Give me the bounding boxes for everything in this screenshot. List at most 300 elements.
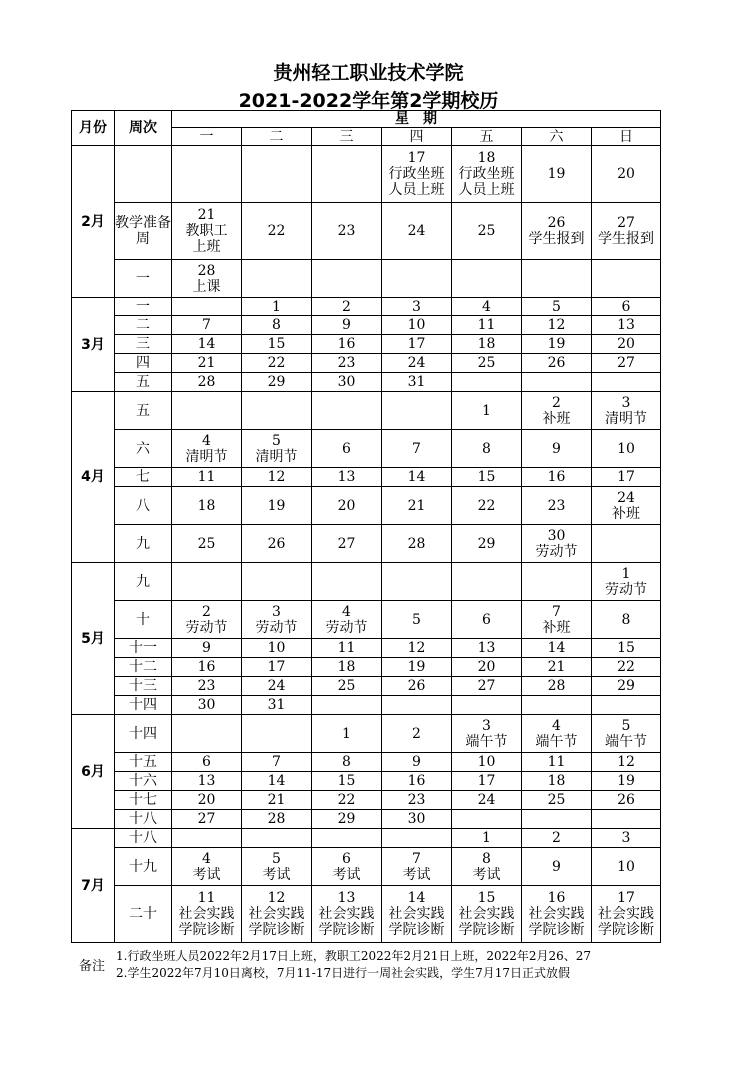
day-cell <box>382 487 452 525</box>
remark-line-1: 1.行政坐班人员2022年2月17日上班，教职工2022年2月21日上班，2022年2月26、27 <box>116 949 592 963</box>
day-number: 20 <box>337 497 356 514</box>
day-cell <box>382 829 452 848</box>
day-number: 17 <box>477 773 496 789</box>
day-number: 14 <box>407 469 426 485</box>
day-number: 27 <box>477 678 496 694</box>
week-number: 十八 <box>115 810 172 829</box>
day-number: 27 <box>617 355 635 371</box>
week-row <box>72 791 661 810</box>
day-cell <box>312 335 382 354</box>
day-cell <box>242 298 312 316</box>
day-cell <box>242 203 312 260</box>
day-cell <box>592 468 661 487</box>
week-number: 八 <box>115 487 172 525</box>
day-note: 清明节 <box>255 448 298 465</box>
day-number: 17 <box>407 150 426 166</box>
day-cell <box>452 430 522 468</box>
day-cell <box>452 715 522 753</box>
day-cell <box>172 316 242 335</box>
day-number: 11 <box>197 890 216 906</box>
day-number: 23 <box>337 355 356 371</box>
day-cell <box>172 430 242 468</box>
week-row <box>72 563 661 601</box>
day-number: 26 <box>547 215 566 231</box>
day-cell <box>312 487 382 525</box>
day-cell <box>172 525 242 563</box>
weekday-header-sat: 六 <box>522 128 592 146</box>
day-number: 5 <box>552 298 561 315</box>
day-note: 教职工 <box>185 223 228 239</box>
day-number: 21 <box>407 497 426 514</box>
week-number: 九 <box>115 563 172 601</box>
day-cell <box>382 354 452 373</box>
day-number: 8 <box>482 850 491 867</box>
day-cell <box>592 829 661 848</box>
day-cell <box>592 354 661 373</box>
day-cell <box>452 354 522 373</box>
day-cell <box>312 772 382 791</box>
day-note: 社会实践 <box>318 906 375 922</box>
day-number: 2 <box>412 725 421 742</box>
week-number: 一 <box>115 260 172 298</box>
day-cell <box>382 658 452 677</box>
day-cell <box>172 677 242 696</box>
day-number: 12 <box>617 754 635 770</box>
day-note: 学院诊断 <box>458 922 515 938</box>
day-cell <box>242 601 312 639</box>
day-cell <box>592 848 661 886</box>
day-cell <box>312 791 382 810</box>
day-cell <box>242 468 312 487</box>
day-number: 3 <box>412 298 421 315</box>
day-number: 29 <box>337 811 356 827</box>
day-cell <box>242 563 312 601</box>
day-cell <box>382 146 452 203</box>
day-cell <box>592 563 661 601</box>
day-cell <box>522 525 592 563</box>
day-number: 13 <box>197 773 216 789</box>
month-label: 7月 <box>72 829 115 943</box>
day-number: 23 <box>337 223 356 239</box>
day-cell <box>592 639 661 658</box>
day-number: 17 <box>617 890 635 906</box>
day-number: 20 <box>617 166 635 182</box>
day-number: 8 <box>342 754 351 770</box>
day-cell <box>522 354 592 373</box>
day-number: 15 <box>477 890 496 906</box>
week-number: 五 <box>115 373 172 392</box>
day-cell <box>522 601 592 639</box>
day-number: 6 <box>482 611 491 628</box>
day-number: 12 <box>267 890 286 906</box>
day-number: 4 <box>342 603 351 620</box>
day-cell <box>242 373 312 392</box>
day-cell <box>382 696 452 715</box>
day-number: 2 <box>552 394 561 411</box>
day-cell <box>522 829 592 848</box>
day-cell <box>382 601 452 639</box>
day-cell <box>452 658 522 677</box>
day-number: 2 <box>342 298 351 315</box>
day-cell <box>312 829 382 848</box>
day-cell <box>242 260 312 298</box>
day-cell <box>522 810 592 829</box>
calendar-title: 2021-2022学年第2学期校历 <box>238 90 499 112</box>
day-cell <box>312 260 382 298</box>
day-cell <box>452 316 522 335</box>
day-number: 7 <box>412 850 421 867</box>
day-number: 24 <box>407 355 426 371</box>
day-number: 2 <box>552 830 561 846</box>
day-cell <box>382 639 452 658</box>
day-number: 1 <box>272 298 281 315</box>
day-number: 4 <box>202 432 211 449</box>
day-number: 3 <box>621 394 631 411</box>
day-cell <box>312 392 382 430</box>
day-note: 学生报到 <box>598 231 654 247</box>
day-number: 27 <box>197 811 216 827</box>
day-cell <box>522 335 592 354</box>
month-label: 6月 <box>72 715 115 829</box>
day-number: 8 <box>272 317 281 333</box>
day-number: 15 <box>477 469 496 485</box>
week-row <box>72 601 661 639</box>
day-cell <box>592 753 661 772</box>
day-number: 22 <box>337 792 356 808</box>
day-cell <box>172 696 242 715</box>
day-cell <box>522 316 592 335</box>
day-cell <box>522 848 592 886</box>
day-number: 3 <box>272 603 281 620</box>
day-cell <box>452 487 522 525</box>
day-number: 11 <box>197 469 216 485</box>
day-cell <box>312 316 382 335</box>
day-note: 端午节 <box>535 733 578 750</box>
day-cell <box>592 525 661 563</box>
day-note: 清明节 <box>185 448 228 465</box>
day-cell <box>522 886 592 943</box>
day-number: 4 <box>552 717 561 734</box>
day-number: 16 <box>547 469 566 485</box>
day-number: 26 <box>267 535 286 552</box>
week-row <box>72 696 661 715</box>
day-note: 补班 <box>612 505 640 522</box>
week-row <box>72 753 661 772</box>
day-number: 20 <box>477 659 496 675</box>
day-cell <box>382 886 452 943</box>
week-row <box>72 203 661 260</box>
day-number: 14 <box>197 336 216 352</box>
day-cell <box>312 715 382 753</box>
day-cell <box>522 430 592 468</box>
day-cell <box>522 298 592 316</box>
week-number: 七 <box>115 468 172 487</box>
day-cell <box>382 430 452 468</box>
day-number: 14 <box>407 890 426 906</box>
day-cell <box>452 791 522 810</box>
week-number: 十一 <box>115 639 172 658</box>
day-cell <box>242 316 312 335</box>
day-cell <box>592 487 661 525</box>
week-number: 三 <box>115 335 172 354</box>
week-number: 四 <box>115 354 172 373</box>
day-cell <box>382 772 452 791</box>
day-cell <box>172 639 242 658</box>
day-cell <box>452 886 522 943</box>
day-cell <box>382 848 452 886</box>
day-number: 19 <box>547 336 566 352</box>
week-row <box>72 639 661 658</box>
day-number: 6 <box>621 298 631 315</box>
day-cell <box>312 810 382 829</box>
day-number: 19 <box>547 166 566 182</box>
week-row <box>72 715 661 753</box>
week-header: 周次 <box>115 111 172 146</box>
day-cell <box>172 886 242 943</box>
day-note: 学生报到 <box>528 231 585 247</box>
day-number: 21 <box>267 792 286 808</box>
day-cell <box>172 260 242 298</box>
weekday-header-mon: 一 <box>172 128 242 146</box>
day-number: 7 <box>552 603 561 620</box>
day-cell <box>312 525 382 563</box>
day-number: 11 <box>477 317 496 333</box>
day-note: 补班 <box>542 410 571 427</box>
day-cell <box>452 525 522 563</box>
day-number: 30 <box>197 697 216 713</box>
week-row <box>72 392 661 430</box>
day-number: 9 <box>552 440 561 457</box>
day-cell <box>172 601 242 639</box>
day-number: 25 <box>197 535 216 552</box>
day-number: 2 <box>202 603 211 620</box>
day-cell <box>452 677 522 696</box>
day-cell <box>382 525 452 563</box>
day-cell <box>592 601 661 639</box>
day-cell <box>522 203 592 260</box>
day-number: 27 <box>617 215 635 231</box>
week-row <box>72 658 661 677</box>
week-row <box>72 677 661 696</box>
week-number: 二十 <box>115 886 172 943</box>
day-cell <box>452 810 522 829</box>
day-number: 23 <box>197 678 216 694</box>
day-note: 学院诊断 <box>318 922 375 938</box>
day-cell <box>522 146 592 203</box>
day-number: 1 <box>482 402 491 419</box>
day-number: 24 <box>617 489 635 506</box>
day-number: 7 <box>412 440 421 457</box>
day-cell <box>592 146 661 203</box>
day-number: 18 <box>477 150 496 166</box>
day-cell <box>452 146 522 203</box>
day-number: 30 <box>337 374 356 390</box>
day-number: 17 <box>617 469 635 485</box>
week-number: 十六 <box>115 772 172 791</box>
day-cell <box>592 373 661 392</box>
day-number: 16 <box>197 659 216 675</box>
day-cell <box>522 487 592 525</box>
week-row <box>72 298 661 316</box>
day-cell <box>242 791 312 810</box>
day-cell <box>312 848 382 886</box>
day-cell <box>522 392 592 430</box>
day-cell <box>172 335 242 354</box>
day-cell <box>242 487 312 525</box>
day-number: 23 <box>407 792 426 808</box>
day-number: 25 <box>547 792 566 808</box>
day-number: 19 <box>407 659 426 675</box>
day-cell <box>592 316 661 335</box>
day-note: 上班 <box>192 239 221 255</box>
day-number: 9 <box>202 640 211 656</box>
day-number: 5 <box>272 432 281 449</box>
week-number: 十二 <box>115 658 172 677</box>
day-cell <box>312 430 382 468</box>
day-number: 16 <box>407 773 426 789</box>
day-note: 劳动节 <box>185 619 228 636</box>
week-number: 九 <box>115 525 172 563</box>
day-cell <box>312 677 382 696</box>
week-number: 教学准备周 <box>115 203 172 260</box>
remark-line-2: 2.学生2022年7月10日离校，7月11-17日进行一周社会实践，学生7月17日正式放假 <box>116 966 571 980</box>
week-number: 二 <box>115 316 172 335</box>
day-number: 22 <box>267 355 286 371</box>
day-cell <box>452 392 522 430</box>
day-note: 劳动节 <box>255 619 298 636</box>
day-number: 5 <box>412 611 421 628</box>
day-number: 29 <box>617 678 635 694</box>
day-number: 24 <box>267 678 286 694</box>
day-cell <box>172 487 242 525</box>
day-cell <box>522 772 592 791</box>
day-cell <box>172 563 242 601</box>
day-number: 21 <box>197 207 216 223</box>
day-cell <box>522 639 592 658</box>
day-cell <box>172 810 242 829</box>
day-number: 24 <box>477 792 496 808</box>
day-cell <box>452 260 522 298</box>
day-note: 社会实践 <box>528 906 585 922</box>
day-number: 13 <box>337 890 356 906</box>
day-cell <box>242 354 312 373</box>
day-cell <box>312 203 382 260</box>
week-number: 十五 <box>115 753 172 772</box>
day-cell <box>242 886 312 943</box>
day-number: 27 <box>337 535 356 552</box>
day-number: 31 <box>267 697 286 713</box>
day-note: 补班 <box>542 619 571 636</box>
day-cell <box>592 430 661 468</box>
day-number: 20 <box>197 792 216 808</box>
day-number: 1 <box>621 565 631 582</box>
day-cell <box>312 601 382 639</box>
day-number: 25 <box>477 223 496 239</box>
weekday-header-thu: 四 <box>382 128 452 146</box>
day-number: 12 <box>267 469 286 485</box>
day-cell <box>172 715 242 753</box>
day-cell <box>592 298 661 316</box>
day-note: 人员上班 <box>458 182 515 198</box>
day-note: 人员上班 <box>388 182 445 198</box>
week-row <box>72 373 661 392</box>
day-number: 28 <box>267 811 286 827</box>
day-cell <box>452 335 522 354</box>
week-row <box>72 316 661 335</box>
day-cell <box>382 715 452 753</box>
day-number: 8 <box>621 611 631 628</box>
day-note: 学院诊断 <box>528 922 585 938</box>
day-number: 6 <box>202 754 211 770</box>
school-calendar-table <box>71 110 661 943</box>
day-number: 14 <box>267 773 286 789</box>
day-number: 26 <box>547 355 566 371</box>
day-cell <box>592 392 661 430</box>
day-number: 4 <box>202 850 211 867</box>
day-number: 10 <box>617 440 635 457</box>
day-note: 劳动节 <box>605 581 647 598</box>
day-cell <box>592 696 661 715</box>
day-cell <box>172 658 242 677</box>
day-note: 行政坐班 <box>458 166 515 182</box>
week-row <box>72 430 661 468</box>
week-row <box>72 468 661 487</box>
day-cell <box>522 696 592 715</box>
day-cell <box>172 772 242 791</box>
day-cell <box>242 525 312 563</box>
week-number <box>115 146 172 203</box>
remarks-section <box>71 948 660 988</box>
day-number: 22 <box>617 659 635 675</box>
week-row <box>72 886 661 943</box>
day-cell <box>592 791 661 810</box>
day-note: 劳动节 <box>535 543 578 560</box>
day-number: 3 <box>482 717 491 734</box>
week-number: 十七 <box>115 791 172 810</box>
day-cell <box>242 430 312 468</box>
day-cell <box>312 753 382 772</box>
week-row <box>72 260 661 298</box>
day-number: 5 <box>621 717 631 734</box>
day-note: 社会实践 <box>178 906 235 922</box>
day-cell <box>452 298 522 316</box>
day-number: 7 <box>202 317 211 333</box>
day-cell <box>172 791 242 810</box>
day-note: 考试 <box>192 866 221 883</box>
day-number: 23 <box>547 497 566 514</box>
day-cell <box>312 886 382 943</box>
day-cell <box>242 715 312 753</box>
week-row <box>72 146 661 203</box>
day-number: 19 <box>267 497 286 514</box>
day-number: 18 <box>337 659 356 675</box>
day-number: 1 <box>342 725 351 742</box>
day-number: 13 <box>617 317 635 333</box>
day-note: 学院诊断 <box>388 922 445 938</box>
day-cell <box>592 335 661 354</box>
day-note: 端午节 <box>465 733 508 750</box>
day-cell <box>452 639 522 658</box>
day-cell <box>382 298 452 316</box>
day-number: 28 <box>197 262 216 279</box>
week-number: 五 <box>115 392 172 430</box>
day-cell <box>312 639 382 658</box>
week-number: 十 <box>115 601 172 639</box>
day-number: 14 <box>547 640 566 656</box>
day-number: 1 <box>482 830 491 846</box>
day-note: 行政坐班 <box>388 166 445 182</box>
day-number: 26 <box>617 792 635 808</box>
